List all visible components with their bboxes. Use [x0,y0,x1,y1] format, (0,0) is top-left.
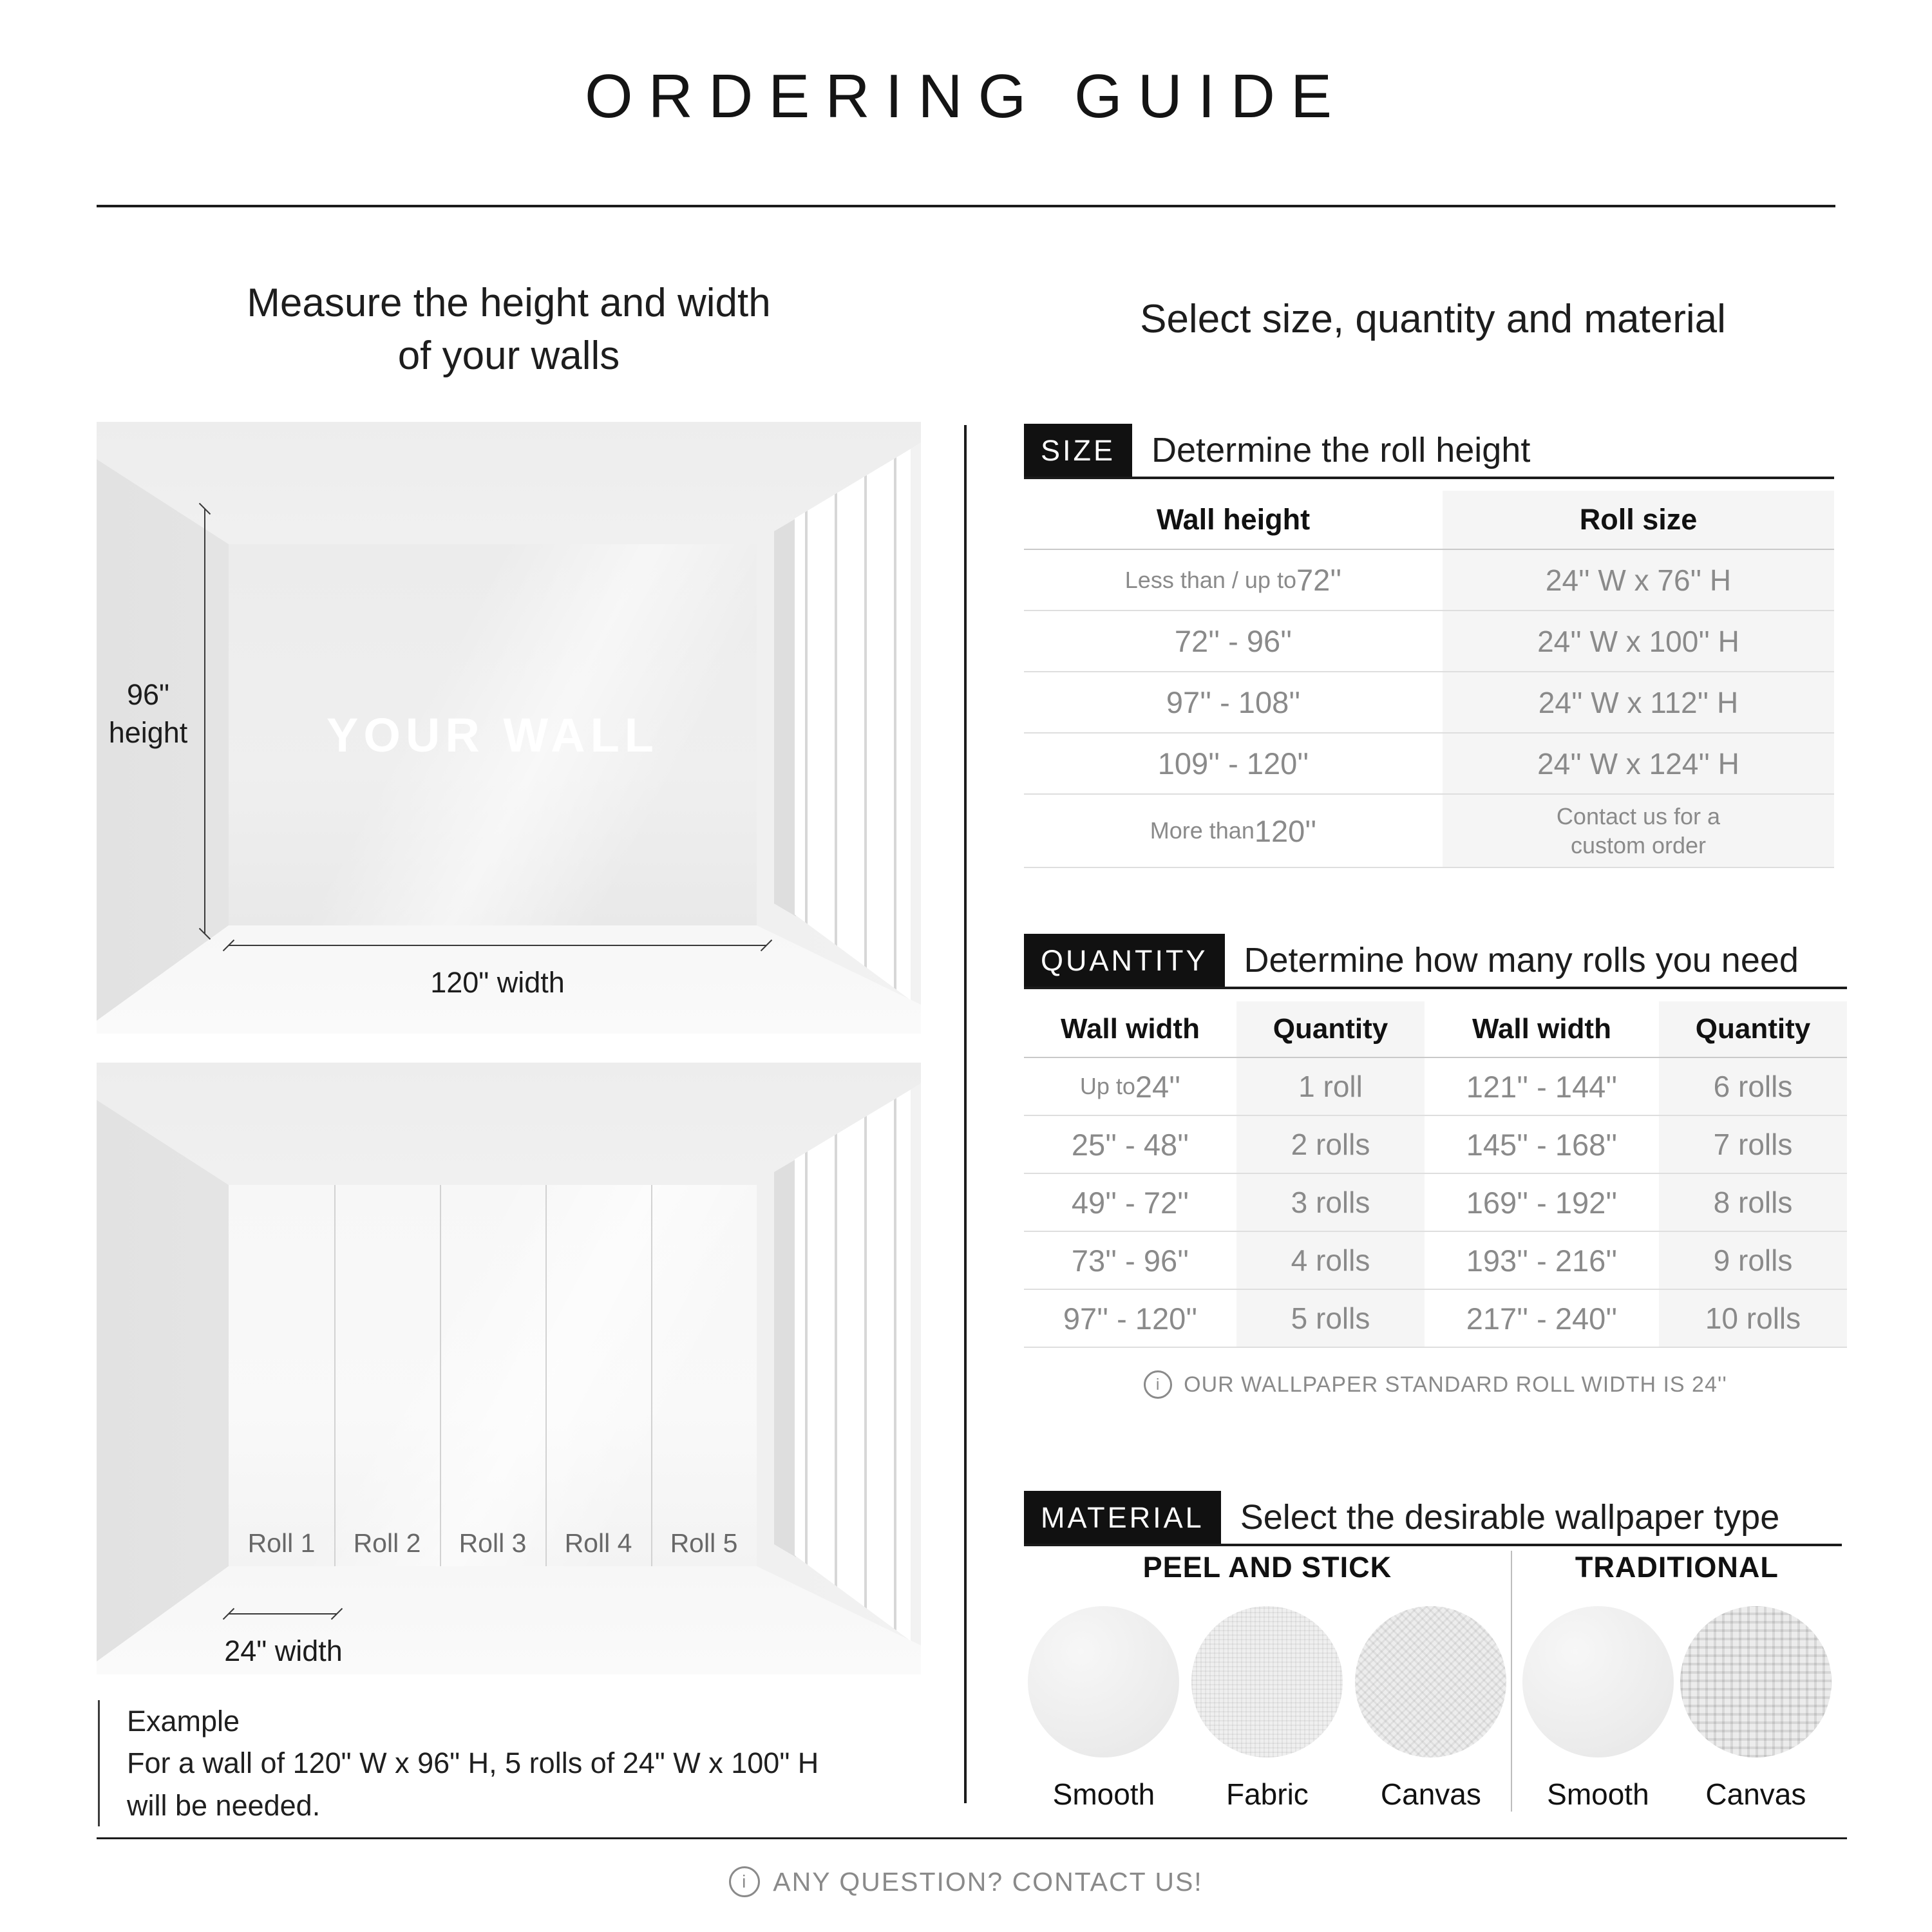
peel-and-stick-label: PEEL AND STICK [1142,1551,1392,1584]
quantity-table-row [1024,1116,1847,1174]
quantity-badge: QUANTITY [1024,934,1225,987]
wall-width-cell: 121'' - 144'' [1466,1069,1618,1104]
quantity-table-row [1024,1174,1847,1232]
wall-width-cell: 97'' - 120'' [1063,1301,1198,1336]
traditional-label: TRADITIONAL [1575,1551,1779,1584]
wall-width-cell: 193'' - 216'' [1466,1243,1618,1278]
column-divider [964,425,967,1803]
roll-size-cell: Contact us for a custom order [1443,795,1834,867]
quantity-section-title: Determine how many rolls you need [1244,941,1799,980]
quantity-cell: 3 rolls [1236,1174,1425,1231]
example-title: Example [127,1705,240,1738]
wall-height-cell: 72'' - 96'' [1174,624,1293,658]
footer [0,1866,1932,1897]
quantity-table-row [1024,1232,1847,1290]
right-column-heading: Select size, quantity and material [1140,297,1726,341]
roll-divider [334,1185,336,1566]
room-illustration-rolls [97,1063,921,1674]
traditional-swatches [1522,1606,1832,1812]
material-group-traditional [1511,1551,1842,1812]
quantity-cell: 5 rolls [1236,1290,1425,1347]
wall-height-cell: 97'' - 108'' [1166,685,1301,719]
quantity-section-header [1024,934,1847,989]
quantity-cell: 9 rolls [1659,1232,1847,1289]
peel-and-stick-swatches [1028,1606,1506,1812]
wall-width-cell: Up to 24'' [1079,1069,1181,1104]
roll-labels [229,1528,757,1558]
size-section-title: Determine the roll height [1151,431,1531,469]
size-table-row [1024,734,1834,795]
footer-text: ANY QUESTION? CONTACT US! [773,1866,1203,1897]
quantity-cell: 7 rolls [1659,1116,1847,1173]
footer-divider [97,1837,1847,1839]
material-groups [1024,1551,1842,1812]
page-title: ORDERING GUIDE [584,62,1348,131]
material-section-title: Select the desirable wallpaper type [1240,1498,1780,1537]
quantity-cell: 2 rolls [1236,1116,1425,1173]
wall-with-rolls [229,1185,757,1566]
size-section-header [1024,424,1834,479]
wall-height-cell: More than 120'' [1150,813,1317,848]
wall-height-cell: Less than / up to 72'' [1124,563,1342,597]
roll-width-dimension-line [229,1613,337,1615]
example-line1: For a wall of 120" W x 96" H, 5 rolls of 24" W x 100" H [127,1747,819,1780]
roll-width-note [1024,1370,1847,1399]
info-icon: i [1144,1370,1172,1399]
qty-col-header-quantity-2: Quantity [1659,1001,1847,1057]
qty-col-header-quantity-1: Quantity [1236,1001,1425,1057]
swatch-canvas: Canvas [1680,1606,1832,1812]
smooth-texture-swatch [1028,1606,1179,1757]
wall-width-cell: 25'' - 48'' [1071,1127,1189,1162]
left-column-heading [97,277,921,383]
size-table-row [1024,550,1834,611]
roll-label: Roll 3 [459,1528,527,1558]
qty-col-header-wall-width-2: Wall width [1472,1013,1611,1045]
size-table-row [1024,611,1834,672]
roll-divider [545,1185,547,1566]
wall-width-cell: 145'' - 168'' [1466,1127,1618,1162]
height-dimension-label: 96" height [108,678,188,749]
roll-width-dimension-label: 24" width [224,1634,343,1667]
roll-width-note-text: OUR WALLPAPER STANDARD ROLL WIDTH IS 24'' [1184,1372,1727,1397]
roll-divider [651,1185,652,1566]
material-section-header [1024,1491,1842,1546]
quantity-table-row [1024,1058,1847,1116]
left-heading-line1: Measure the height and width [247,281,771,325]
example-block [98,1700,932,1826]
size-table-header-row [1024,491,1834,550]
top-divider [97,205,1835,207]
quantity-cell: 6 rolls [1659,1058,1847,1115]
info-icon: i [729,1866,760,1897]
roll-divider [440,1185,441,1566]
swatch-fabric: Fabric [1191,1606,1343,1812]
wall-height-cell: 109'' - 120'' [1157,746,1309,781]
swatch-smooth: Smooth [1028,1606,1179,1812]
roll-label: Roll 2 [353,1528,421,1558]
material-badge: MATERIAL [1024,1491,1221,1544]
quantity-table [1024,1001,1847,1348]
quantity-cell: 10 rolls [1659,1290,1847,1347]
size-col-header-wall-height: Wall height [1156,503,1311,536]
swatch-smooth: Smooth [1522,1606,1674,1812]
size-badge: SIZE [1024,424,1132,477]
quantity-cell: 8 rolls [1659,1174,1847,1231]
material-group-peel-and-stick [1024,1551,1511,1812]
height-dimension-line [204,509,205,934]
roll-label: Roll 5 [670,1528,738,1558]
qty-col-header-wall-width-1: Wall width [1061,1013,1200,1045]
quantity-table-header-row [1024,1001,1847,1058]
wall-width-cell: 73'' - 96'' [1071,1243,1189,1278]
swatch-canvas: Canvas [1355,1606,1506,1812]
roll-label: Roll 4 [564,1528,632,1558]
example-line2: will be needed. [127,1788,321,1822]
roll-size-cell: 24'' W x 112'' H [1443,672,1834,732]
quantity-cell: 1 roll [1236,1058,1425,1115]
width-dimension-line [229,945,766,946]
quantity-cell: 4 rolls [1236,1232,1425,1289]
canvas-texture-swatch [1355,1606,1506,1757]
left-heading-line2: of your walls [397,333,620,378]
size-table-row [1024,795,1834,868]
wall-width-cell: 49'' - 72'' [1071,1185,1189,1220]
roll-size-cell: 24'' W x 124'' H [1443,734,1834,793]
canvas-texture-swatch [1680,1606,1832,1757]
roll-label: Roll 1 [247,1528,316,1558]
room-illustration-measure [97,422,921,1034]
wall-width-cell: 169'' - 192'' [1466,1185,1618,1220]
size-table [1024,491,1834,868]
fabric-texture-swatch [1191,1606,1343,1757]
your-wall [229,544,757,925]
quantity-table-row [1024,1290,1847,1348]
size-col-header-roll-size: Roll size [1443,491,1834,549]
smooth-texture-swatch [1522,1606,1674,1757]
roll-size-cell: 24'' W x 76'' H [1443,550,1834,610]
wall-width-cell: 217'' - 240'' [1466,1301,1618,1336]
your-wall-label: YOUR WALL [327,708,659,762]
size-table-row [1024,672,1834,734]
width-dimension-label: 120" width [430,966,565,999]
roll-size-cell: 24'' W x 100'' H [1443,611,1834,671]
